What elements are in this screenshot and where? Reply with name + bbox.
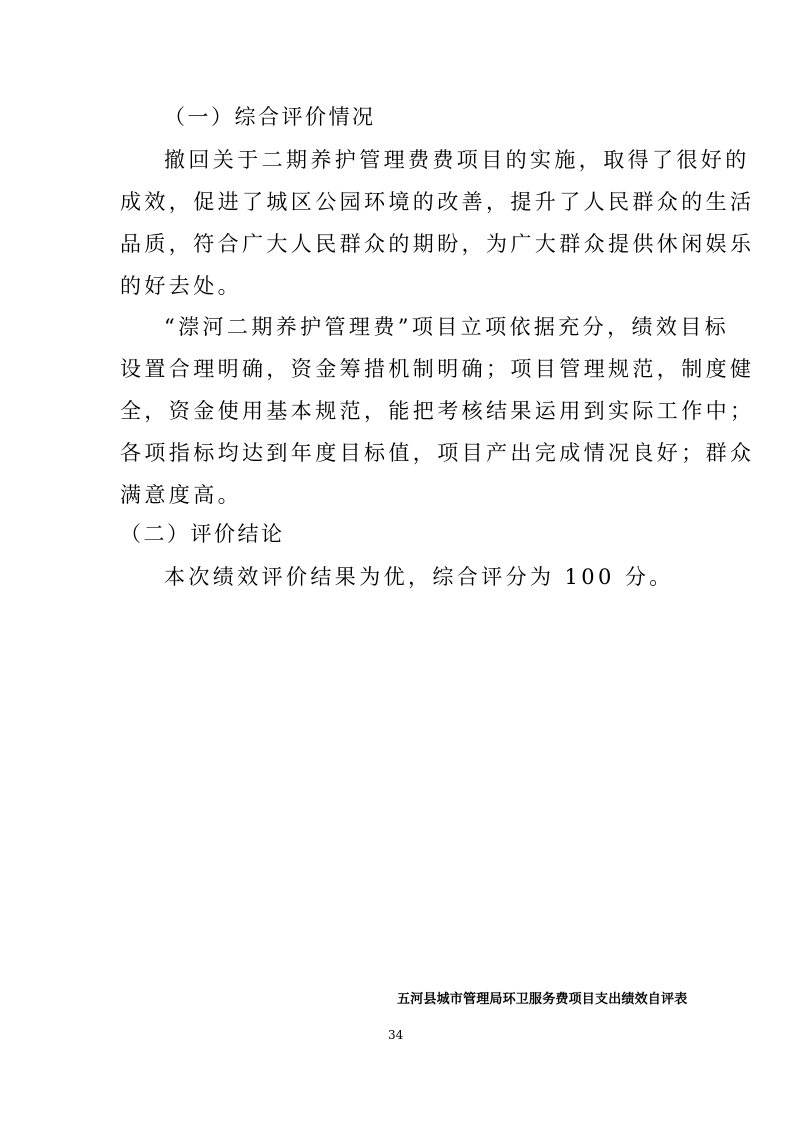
paragraph-line: “漴河二期养护管理费”项目立项依据充分，绩效目标 [164,315,730,339]
paragraph-line: 撤回关于二期养护管理费费项目的实施，取得了很好的 [164,148,750,172]
paragraph-line: 满意度高。 [120,483,242,507]
paragraph-line: 本次绩效评价结果为优，综合评分为 100 分。 [164,565,674,589]
paragraph-line: 品质，符合广大人民群众的期盼，为广大群众提供休闲娱乐 [120,232,755,256]
paragraph-line: 各项指标均达到年度目标值，项目产出完成情况良好；群众 [120,441,755,465]
footer-document-title: 五河县城市管理局环卫服务费项目支出绩效自评表 [397,992,688,1007]
paragraph-line: 的好去处。 [120,274,242,298]
section-heading-overall-evaluation: （一）综合评价情况 [164,105,376,129]
paragraph-line: 成效，促进了城区公园环境的改善，提升了人民群众的生活 [120,190,755,214]
paragraph-line: 全，资金使用基本规范，能把考核结果运用到实际工作中； [120,399,755,423]
page-number: 34 [388,1028,404,1042]
paragraph-line: 设置合理明确，资金筹措机制明确；项目管理规范，制度健 [120,357,755,381]
section-heading-evaluation-conclusion: （二）评价结论 [120,522,285,546]
